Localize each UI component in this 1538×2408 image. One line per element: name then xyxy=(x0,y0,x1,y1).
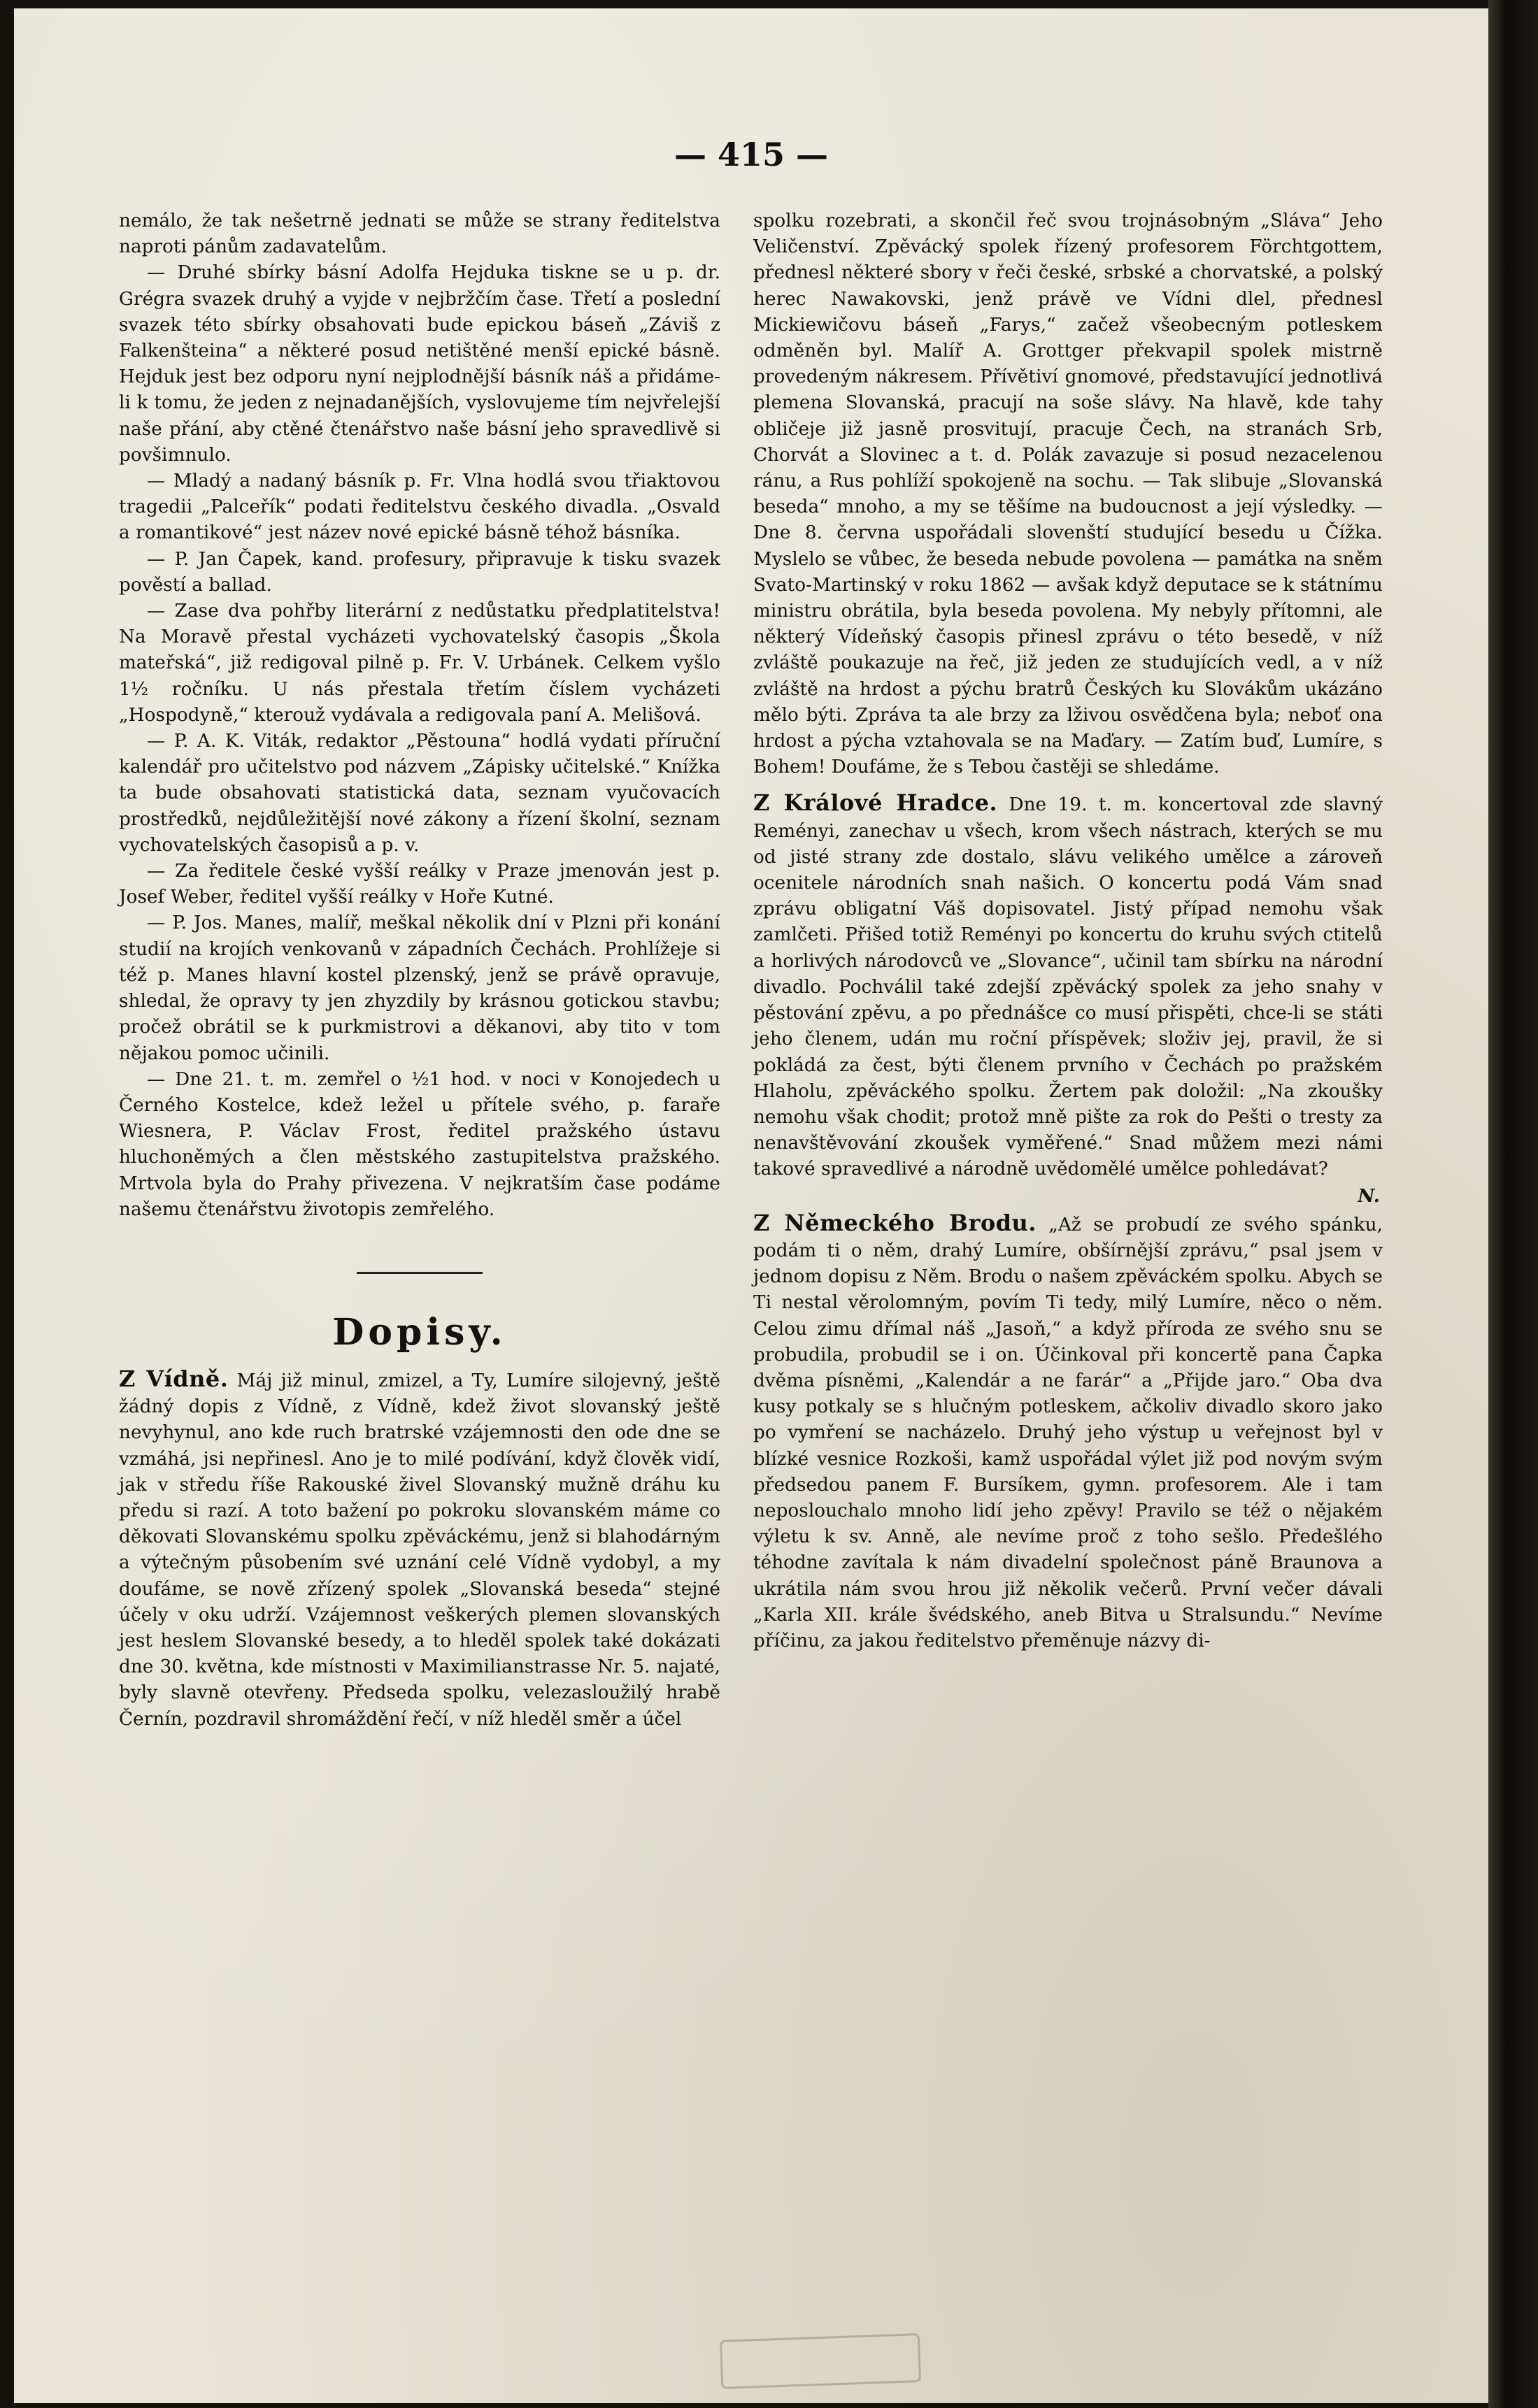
news-paragraph: — Za ředitele české vyšší reálky v Praze jmenován jest p. Josef Weber, ředitel vyšší reálky v Hoře Kutné. xyxy=(119,861,720,908)
letter-vienna xyxy=(119,1366,720,1733)
letter-text: „Až se probudí ze svého spánku, podám ti o něm, drahý Lumíre, obšírnější zprávu,“ psal jsem v jednom dopisu z Něm. Brodu o našem zpěváckém spolku. Abych se Ti nestal věrolomným, povím Ti tedy, milý Lumíre, něco o něm. Celou zimu dřímal náš „Jasoň,“ a když příroda ze svého snu se probudila, probudil se i on. Účinkoval při koncertě pana Čapka dvěma písněmi, „Kalendár a ne farár“ a „Přijde jaro.“ Oba dva kusy potkaly se s hlučným potleskem, ačkoliv divadlo skoro jako po vymření se nacházelo. Druhý jeho výstup u veřejnost byl v blízké vesnice Rozkoši, kamž uspořádal výlet již pod novým svým předsedou panem F. Bursíkem, gymn. profesorem. Ale i tam neposlouchalo mnoho lidí jeho zpěvy! Pravilo se též o nějakém výletu k sv. Anně, ale nevíme proč z toho sešlo. Předešlého téhodne zavítala k nám divadelní společnost páně Braunova a ukrátila nám svou hrou již několik večerů. První večer dávali „Karla XII. krále švédského, aneb Bitva u Stralsundu.“ Nevíme příčinu, za jakou ředitelstvo přeměnuje názvy di- xyxy=(753,1214,1383,1651)
binding-edge xyxy=(1488,0,1538,2408)
letter-signature: N. xyxy=(1358,1184,1380,1207)
place-heading: Z Králové Hradce. xyxy=(753,789,998,817)
letter-vienna-continued: spolku rozebrati, a skončil řeč svou trojnásobným „Sláva“ Jeho Veličenství. Zpěvácký spolek řízený profesorem Förchtgottem, přednesl některé sbory v řeči české, srbské a chorvatské, a polský herec Nawakovski, jenž právě ve Vídni dlel, přednesl Mickiewičovu báseň „Farys,“ začež všeobecným potleskem odměněn byl. Malíř A. Grottger překvapil spolek mistrně provedeným nákresem. Přívětiví gnomové, představující jednotlivá plemena Slovanská, pracují na soše slávy. Na hlavě, kde tahy obličeje již jasně prosvitují, pracuje Čech, na stranách Srb, Chorvát a Slovinec a t. d. Polák zavazuje si posud nezacelenou ránu, a Rus pohlíží spokojeně na sochu. — Tak slibuje „Slovanská beseda“ mnoho, a my se těšíme na budoucnost a její výsledky. — Dne 8. června uspořádali slovenští studující besedu u Čížka. Myslelo se vůbec, že beseda nebude povolena — památka na sněm Svato-Martinský v roku 1862 — avšak když deputace se k státnímu ministru obrátila, byla beseda povolena. My nebyly přítomni, ale některý Vídeňský časopis přinesl zprávu o této besedě, v níž zvláště poukazuje na řeč, již jeden ze studujících vedl, a v níž zvláště na hrdost a pýchu bratrů Českých ku Slovákům ukázáno mělo býti. Zpráva ta ale brzy za lživou osvědčena byla; neboť ona hrdost a pýcha vztahovala se na Maďary. — Zatím buď, Lumíre, s Bohem! Doufáme, že s Tebou častěji se shledáme. xyxy=(753,210,1383,778)
section-divider xyxy=(357,1272,483,1274)
news-paragraph: — P. Jos. Manes, malíř, meškal několik dní v Plzni při konání studií na krojích venkovanů v západních Čechách. Prohlížeje si též p. Manes hlavní kostel plzenský, jenž se právě opravuje, shledal, že opravy ty jen zhyzdily by krásnou gotickou stavbu; pročež obrátil se k purkmistrovi a děkanovi, aby tito v tom nějakou pomoc učinili. xyxy=(119,912,720,1064)
letter-text: Dne 19. t. m. koncertoval zde slavný Reményi, zanechav u všech, krom všech nástrach, kterých se mu od jisté strany zde dostalo, slávu velikého umělce a zároveň ocenitele národních snah našich. O koncertu podá Vám snad zprávu obligatní Váš dopisovatel. Jistý případ nemohu však zamlčeti. Přišed totiž Reményi po koncertu do kruhu svých ctitelů a horlivých národovců ve „Slovance“, učinil tam sbírku na národní divadlo. Pochválil také zdejší zpěvácký spolek za jeho snahy v pěstování zpěvu, a po přednášce co musí přispěti, chce-li se státi jeho členem, udán mu roční příspěvek; složiv jej, pravil, že si pokládá za čest, býti členem prvního v Čechách po pražském Hlaholu, zpěváckého spolku. Žertem pak doložil: „Na zkoušky nemohu však chodit; protož mně pište za rok do Pešti o tresty za nenavštěvování zkoušek vyměřené.“ Snad můžem mezi námi takové spravedlivé a národně uvědomělé umělce pohledávat? xyxy=(753,794,1383,1180)
news-paragraph: — P. A. K. Viták, redaktor „Pěstouna“ hodlá vydati příruční kalendář pro učitelstvo pod názvem „Zápisky učitelské.“ Knížka ta bude obsahovati statistická data, seznam vyučovacích prostředků, nejdůležitější nové zákony a řízení školní, seznam vychovatelských časopisů a p. v. xyxy=(119,731,720,856)
letter-nemecky-brod xyxy=(753,1210,1383,1654)
page-number: — 415 — xyxy=(674,136,829,173)
news-paragraph: — Mladý a nadaný básník p. Fr. Vlna hodlá svou třiaktovou tragedii „Palceřík“ podati ředitelstvu českého divadla. „Osvald a romantikové“ jest název nové epické básně téhož básníka. xyxy=(119,471,720,544)
library-stamp xyxy=(720,2333,921,2389)
left-column xyxy=(119,208,720,1733)
right-column xyxy=(753,208,1383,1654)
news-paragraph: — Zase dva pohřby literární z nedůstatku předplatitelstva! Na Moravě přestal vycházeti vychovatelský časopis „Škola mateřská“, již redigoval pilně p. Fr. V. Urbánek. Celkem vyšlo 1½ ročníku. U nás přestala třetím číslem vycházeti „Hospodyně,“ kterouž vydávala a redigovala paní A. Melišová. xyxy=(119,601,720,726)
news-paragraph: — Druhé sbírky básní Adolfa Hejduka tiskne se u p. dr. Grégra svazek druhý a vyjde v nejbržčím čase. Třetí a poslední svazek této sbírky obsahovati bude epickou báseň „Záviš z Falkenšteina“ a některé posud netištěné menší epické básně. Hejduk jest bez odporu nyní nejplodnější básník náš a přidáme-li k tomu, že jeden z nejnadanějších, vyslovujeme tím nejvřelejší naše přání, aby ctěné čtenářstvo naše básní jeho spravedlivě si povšimnulo. xyxy=(119,262,720,466)
place-heading: Z Německého Brodu. xyxy=(753,1209,1037,1236)
letter-text: Máj již minul, zmizel, a Ty, Lumíre silojevný, ještě žádný dopis z Vídně, z Vídně, kdež život slovanský ještě nevyhynul, ano kde ruch bratrské vzájemnosti den ode dne se vzmáhá, jsi nepřinesl. Ano je to milé podívání, když člověk vidí, jak v středu říše Rakouské živel Slovanský mužně dráhu ku předu si razí. A toto bažení po pokroku slovanském máme co děkovati Slovanskému spolku zpěváckému, jenž si blahodárným a výtečným působením své uznání celé Vídně vydobyl, a my doufáme, se nově zřízený spolek „Slovanská beseda“ stejné účely v oku udrží. Vzájemnost veškerých plemen slovanských jest heslem Slovanské besedy, a to hleděl spolek také dokázati dne 30. května, kde místnosti v Maximilianstrasse Nr. 5. najaté, byly slavně otevřeny. Předseda spolku, velezasloužilý hrabě Černín, pozdravil shromáždění řečí, v níž hleděl směr a účel xyxy=(119,1370,721,1730)
letter-hradec xyxy=(753,790,1383,1182)
newspaper-page xyxy=(14,8,1488,2403)
news-paragraph: — P. Jan Čapek, kand. profesury, připravuje k tisku svazek pověstí a ballad. xyxy=(119,548,720,596)
news-paragraph: nemálo, že tak nešetrně jednati se může se strany ředitelstva naproti pánům zadavatelům. xyxy=(119,210,720,258)
news-paragraph: — Dne 21. t. m. zemřel o ½1 hod. v noci v Konojedech u Černého Kostelce, kdež ležel u přítele svého, p. faraře Wiesnera, P. Václav Frost, ředitel pražského ústavu hluchoněmých a člen městského zastupitelstva pražského. Mrtvola byla do Prahy přivezena. V nejkratším čase podáme našemu čtenářstvu životopis zemřelého. xyxy=(119,1068,720,1220)
section-title: Dopisy. xyxy=(332,1310,507,1354)
place-heading: Z Vídně. xyxy=(119,1365,229,1392)
